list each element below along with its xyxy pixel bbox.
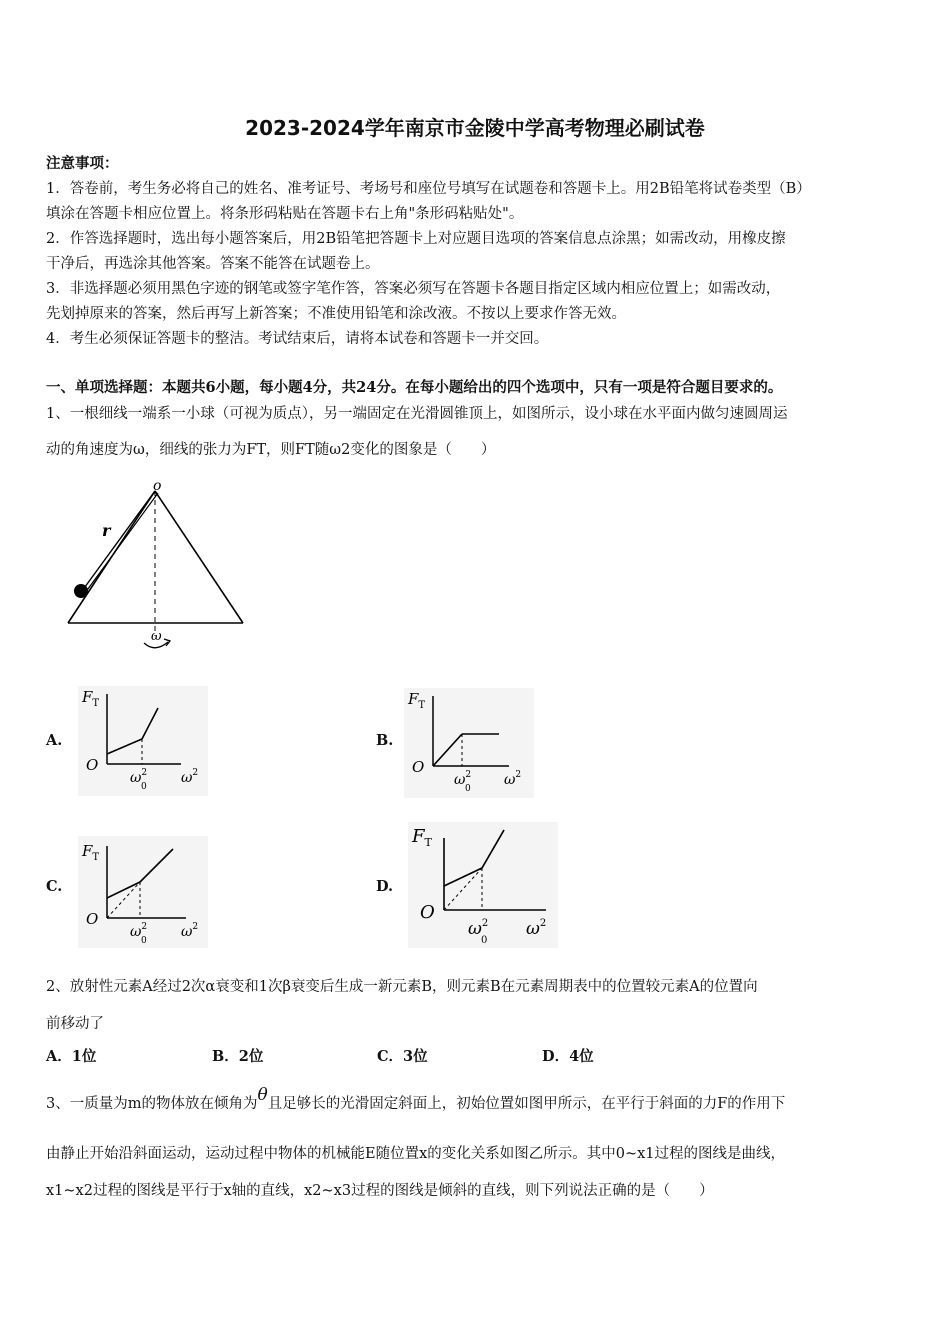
cone-diagram (60, 476, 260, 656)
svg-text:0: 0 (141, 782, 147, 792)
length-label: r (102, 521, 111, 540)
svg-text:FT: $F_T$ (412, 826, 432, 849)
svg-text:O: O (420, 902, 435, 923)
svg-text:ω2: $\omega^2$ (468, 918, 489, 939)
graph-option-a (78, 686, 208, 796)
svg-text:FT: $F_T$ (82, 842, 100, 863)
option-d-label[interactable]: D. (376, 878, 394, 895)
svg-text:ω2: $\omega^2$ (130, 768, 148, 786)
option-b-label[interactable]: B. (376, 732, 394, 749)
notice-line: 1．答卷前，考生务必将自己的姓名、准考证号、考场号和座位号填写在试题卷和答题卡上。用2B铅笔将试卷类型（B） (46, 181, 811, 197)
svg-text:O: O (86, 756, 99, 774)
svg-text:ω2: $\omega^2$ (526, 918, 547, 939)
svg-text:0: 0 (141, 936, 147, 946)
svg-text:ω2: $\omega^2$ (454, 770, 472, 788)
svg-text:ω2: $\omega^2$ (181, 768, 199, 786)
notice-line: 干净后，再选涂其他答案。答案不能答在试题卷上。 (46, 256, 380, 272)
cone-right-edge (155, 491, 243, 623)
question-3-text: 由静止开始沿斜面运动，运动过程中物体的机械能E随位置x的变化关系如图乙所示。其中0~x1过程的图线是曲线， (46, 1146, 786, 1162)
notice-line: 先划掉原来的答案，然后再写上新答案；不准使用铅笔和涂改液。不按以上要求作答无效。 (46, 306, 626, 322)
svg-text:O: O (86, 910, 99, 928)
apex-label: o (153, 478, 162, 494)
question-1-text: 动的角速度为ω，细线的张力为FT，则FT随ω2变化的图象是（ ） (46, 442, 496, 458)
omega-label: ω (151, 629, 162, 644)
option-c-label[interactable]: C. (46, 878, 63, 895)
notice-heading: 注意事项： (46, 155, 119, 172)
question-3-text: x1~x2过程的图线是平行于x轴的直线，x2~x3过程的图线是倾斜的直线，则下列说法正确的是（ ） (46, 1183, 714, 1199)
graph-option-d (408, 822, 558, 948)
question-2-text: 前移动了 (46, 1016, 104, 1032)
notice-line: 填涂在答题卡相应位置上。将条形码粘贴在答题卡右上角"条形码粘贴处"。 (46, 206, 524, 222)
svg-text:0: 0 (465, 784, 471, 794)
svg-text:0: 0 (481, 935, 488, 946)
svg-text:FT: $F_T$ (408, 690, 426, 711)
q2-choice-b[interactable]: B．2位 (212, 1048, 264, 1065)
q3-text-part: 且足够长的光滑固定斜面上，初始位置如图甲所示，在平行于斜面的力F的作用下 (267, 1096, 786, 1112)
q2-choice-c[interactable]: C．3位 (377, 1048, 428, 1065)
page-title: 2023-2024学年南京市金陵中学高考物理必刷试卷 (245, 116, 705, 140)
q2-choice-d[interactable]: D．4位 (542, 1048, 594, 1065)
ball (74, 584, 88, 598)
graph-option-b (404, 688, 534, 798)
q2-choice-a[interactable]: A．1位 (46, 1048, 97, 1065)
question-3-text (46, 1085, 786, 1113)
q3-text-part: 3、一质量为m的物体放在倾角为 (46, 1096, 258, 1112)
svg-text:ω2: $\omega^2$ (130, 922, 148, 940)
svg-text:O: O (412, 758, 425, 776)
svg-text:FT: $F_T$ (82, 688, 100, 709)
string-shadow (85, 493, 158, 593)
notice-line: 2．作答选择题时，选出每小题答案后，用2B铅笔把答题卡上对应题目选项的答案信息点涂黑；如需改动，用橡皮擦 (46, 231, 786, 247)
notice-line: 3．非选择题必须用黑色字迹的钢笔或签字笔作答，答案必须写在答题卡各题目指定区域内相应位置上；如需改动， (46, 281, 781, 297)
section-heading: 一、单项选择题：本题共6小题，每小题4分，共24分。在每小题给出的四个选项中，只有一项是符合题目要求的。 (46, 379, 783, 396)
question-2-text: 2、放射性元素A经过2次α衰变和1次β衰变后生成一新元素B，则元素B在元素周期表中的位置较元素A的位置向 (46, 979, 758, 995)
svg-text:ω2: $\omega^2$ (181, 922, 199, 940)
graph-option-c (78, 836, 208, 948)
theta-symbol: θ (257, 1085, 268, 1105)
question-1-text: 1、一根细线一端系一小球（可视为质点），另一端固定在光滑圆锥顶上，如图所示，设小球在水平面内做匀速圆周运 (46, 406, 788, 422)
string (82, 491, 155, 591)
notice-line: 4．考生必须保证答题卡的整洁。考试结束后，请将本试卷和答题卡一并交回。 (46, 331, 549, 347)
option-a-label[interactable]: A. (46, 732, 63, 749)
svg-text:ω2: $\omega^2$ (504, 770, 522, 788)
